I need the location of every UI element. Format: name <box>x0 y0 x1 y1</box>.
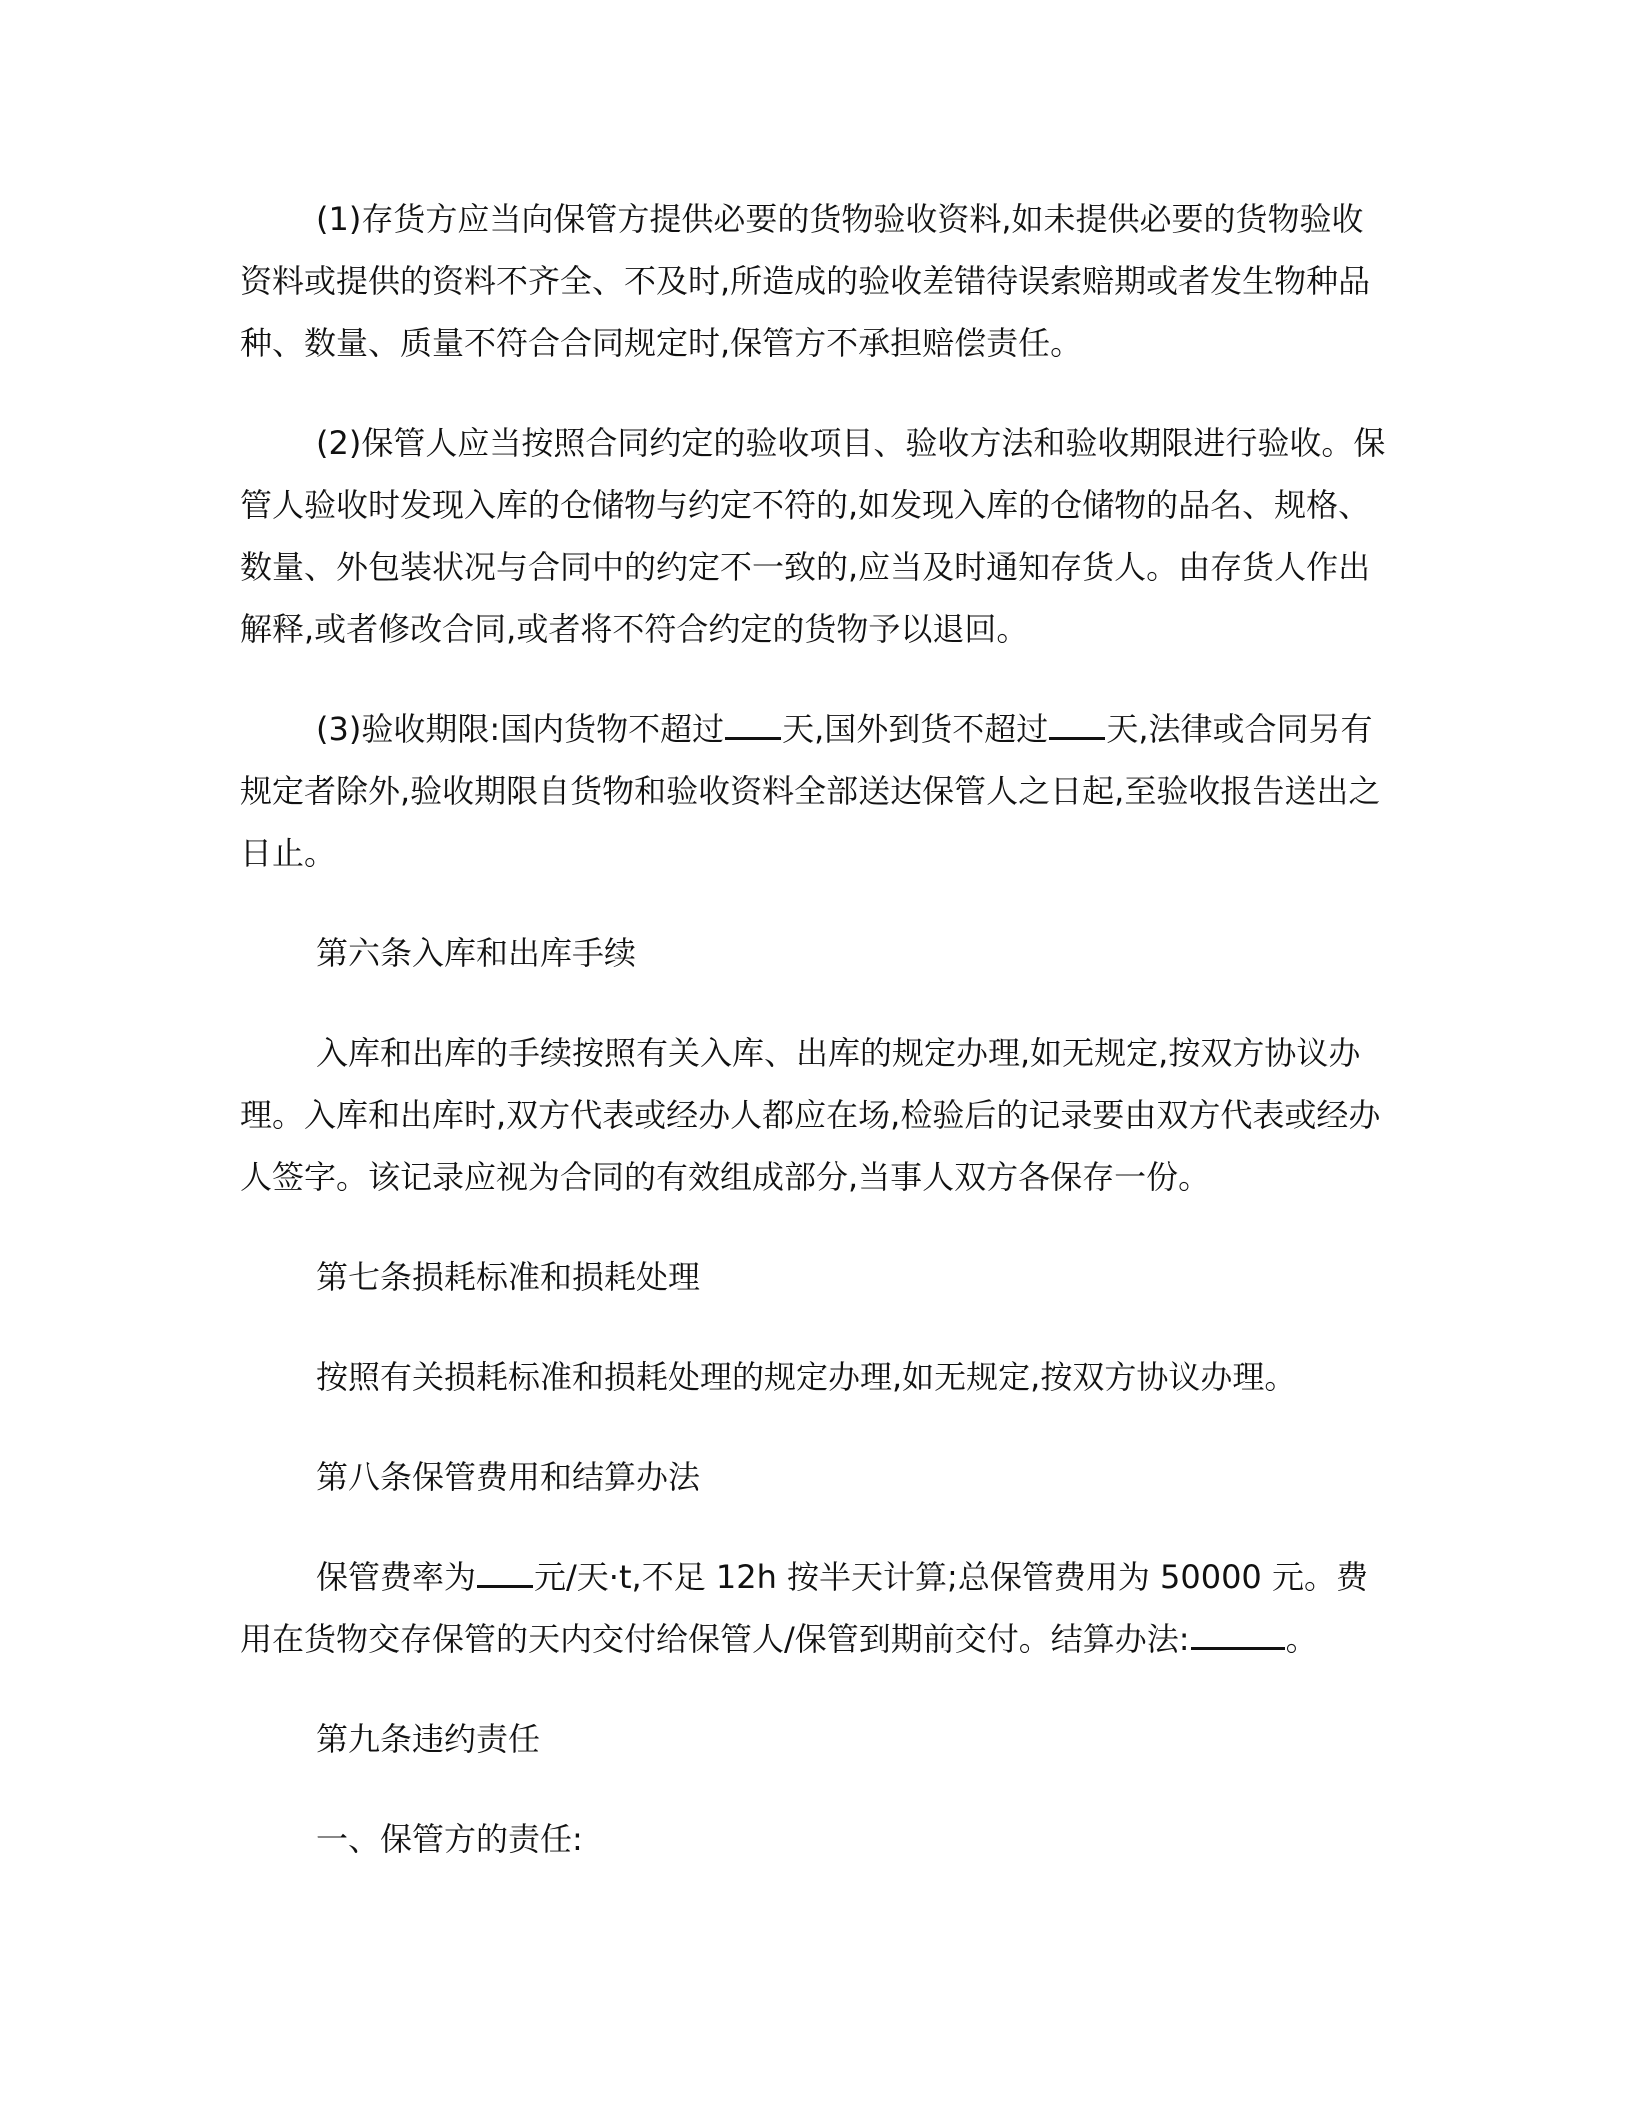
blank-field-settlement-method <box>1191 1613 1285 1650</box>
blank-field-fee-rate <box>477 1551 533 1588</box>
article-9-heading: 第九条违约责任 <box>316 1720 541 1758</box>
text-segment: 元/天·t,不足 12h 按半天计算;总保管费用为 50000 元。费用在货物交存保管的天内交付给保管人/保管到期前交付。结算办法: <box>240 1558 1368 1658</box>
paragraph-acceptance-materials: (1)存货方应当向保管方提供必要的货物验收资料,如未提供必要的货物验收资料或提供的资料不齐全、不及时,所造成的验收差错待误索赔期或者发生物种品种、数量、质量不符合合同规定时,保管方不承担赔偿责任。 <box>240 200 1371 362</box>
text-segment: (3)验收期限:国内货物不超过 <box>316 710 725 748</box>
paragraph-warehousing-procedure: 入库和出库的手续按照有关入库、出库的规定办理,如无规定,按双方协议办理。入库和出库时,双方代表或经办人都应在场,检验后的记录要由双方代表或经办人签字。该记录应视为合同的有效组成部分,当事人双方各保存一份。 <box>240 1034 1381 1196</box>
document-page <box>240 188 1390 1870</box>
blank-field-domestic-days <box>725 703 781 740</box>
text-segment: 保管费率为 <box>316 1558 477 1596</box>
article-8-heading: 第八条保管费用和结算办法 <box>316 1458 701 1496</box>
paragraph-acceptance-procedure: (2)保管人应当按照合同约定的验收项目、验收方法和验收期限进行验收。保管人验收时发现入库的仓储物与约定不符的,如发现入库的仓储物的品名、规格、数量、外包装状况与合同中的约定不一致的,应当及时通知存货人。由存货人作出解释,或者修改合同,或者将不符合约定的货物予以退回。 <box>240 424 1386 648</box>
text-segment: 天,法律或合同另有规定者除外,验收期限自货物和验收资料全部送达保管人之日起,至验收报告送出之日止。 <box>240 710 1381 872</box>
article-6-heading: 第六条入库和出库手续 <box>316 934 637 972</box>
text-segment: 。 <box>1285 1620 1318 1658</box>
article-7-heading: 第七条损耗标准和损耗处理 <box>316 1258 701 1296</box>
paragraph-acceptance-period <box>240 698 1390 884</box>
paragraph-loss-handling: 按照有关损耗标准和损耗处理的规定办理,如无规定,按双方协议办理。 <box>316 1358 1297 1396</box>
section-custodian-responsibility: 一、保管方的责任: <box>316 1820 583 1858</box>
paragraph-storage-fees <box>240 1546 1390 1670</box>
blank-field-foreign-days <box>1049 703 1105 740</box>
text-segment: 天,国外到货不超过 <box>782 710 1049 748</box>
